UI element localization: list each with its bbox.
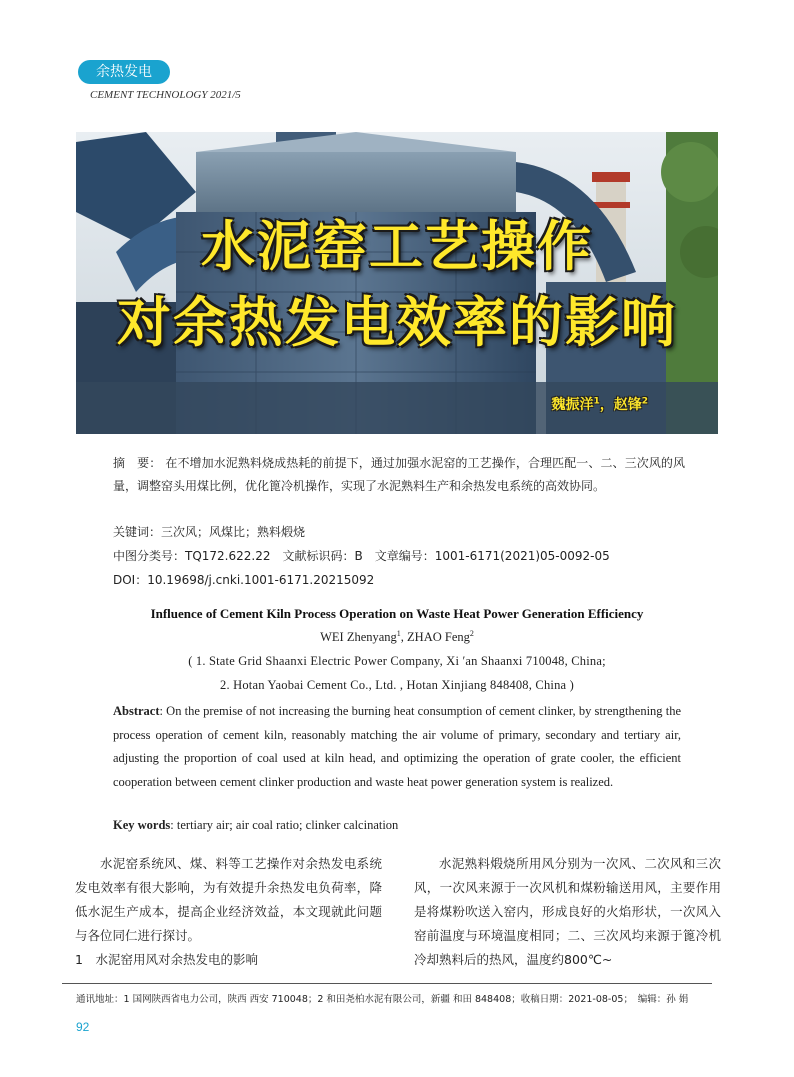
body-paragraph: 水泥熟料煅烧所用风分别为一次风、二次风和三次风，一次风来源于一次风机和煤粉输送用风，主要作用是将煤粉吹送入窑内，形成良好的火焰形状，一次风入窑前温度与环境温度相同；二、三次风均来源于篦冷机冷却熟料后的热风，温度约800℃~ <box>414 856 721 967</box>
author2-sup: 2 <box>641 396 648 407</box>
authors-en <box>76 629 718 645</box>
section-heading: 1 水泥窑用风对余热发电的影响 <box>75 952 258 967</box>
keywords-cn: 关键词：三次风；风煤比；熟料煅烧 <box>113 525 306 539</box>
article-title-cn-line1: 水泥窑工艺操作 <box>201 215 593 278</box>
abstract-cn-label: 摘 要： <box>113 456 162 470</box>
doi-line: DOI：10.19698/j.cnki.1001-6171.20215092 <box>113 573 375 587</box>
body-column-left <box>75 852 382 972</box>
article-title-en: Influence of Cement Kiln Process Operation on Waste Heat Power Generation Efficiency <box>150 606 644 621</box>
body-column-right <box>414 852 721 972</box>
keywords-en-text: : tertiary air; air coal ratio; clinker calcination <box>170 818 399 832</box>
abstract-en-label: Abstract <box>113 704 160 718</box>
affiliation-2: 2. Hotan Yaobai Cement Co., Ltd. , Hotan Xinjiang 848408, China ) <box>220 678 574 692</box>
author2-en-sup: 2 <box>469 629 474 638</box>
abstract-cn-text: 在不增加水泥熟料烧成热耗的前提下，通过加强水泥窑的工艺操作，合理匹配一、二、三次风的风量，调整窑头用煤比例，优化篦冷机操作，实现了水泥熟料生产和余热发电系统的高效协同。 <box>113 456 685 493</box>
page-number: 92 <box>76 1020 90 1034</box>
footnote-divider <box>62 983 712 984</box>
author1-en-sup: 1 <box>396 629 401 638</box>
classification-line: 中图分类号：TQ172.622.22 文献标识码：B 文章编号：1001-6171(2021)05-0092-05 <box>113 549 610 563</box>
keywords-en-label: Key words <box>113 818 171 832</box>
footnote: 通讯地址：1 国网陕西省电力公司，陕西 西安 710048；2 和田尧柏水泥有限公司，新疆 和田 848408；收稿日期：2021-08-05； 编辑：孙 娟 <box>76 994 689 1005</box>
banner-image <box>76 132 718 434</box>
author2-cn: ，赵锋 <box>599 397 642 413</box>
author2-en: , ZHAO Feng <box>400 630 470 645</box>
abstract-cn <box>113 452 685 498</box>
author1-cn: 魏振洋 <box>551 397 594 413</box>
abstract-en <box>113 700 681 794</box>
author1-sup: 1 <box>593 396 600 407</box>
affiliation-1: ( 1. State Grid Shaanxi Electric Power Company, Xi ′an Shaanxi 710048, China; <box>188 654 606 668</box>
section-tag: 余热发电 <box>78 60 170 84</box>
authors-cn <box>551 394 648 414</box>
article-title-cn-line2: 对余热发电效率的影响 <box>117 291 677 354</box>
journal-running-header: CEMENT TECHNOLOGY 2021/5 <box>90 89 241 101</box>
abstract-en-text: : On the premise of not increasing the burning heat consumption of cement clinker, by strengthening the process operation of cement kiln, reasonably matching the air volume of primary, secondary and tertiary air, adjusting the proportion of coal used at kiln head, and optimizing the operation of grate cooler, the efficient cooperation between cement clinker production and waste heat power generation system is realized. <box>113 704 681 789</box>
author1-en: WEI Zhenyang <box>320 630 397 645</box>
keywords-en <box>113 818 681 833</box>
body-paragraph: 水泥窑系统风、煤、料等工艺操作对余热发电系统发电效率有很大影响，为有效提升余热发电负荷率，降低水泥生产成本，提高企业经济效益，本文现就此问题与各位同仁进行探讨。 <box>75 856 382 943</box>
